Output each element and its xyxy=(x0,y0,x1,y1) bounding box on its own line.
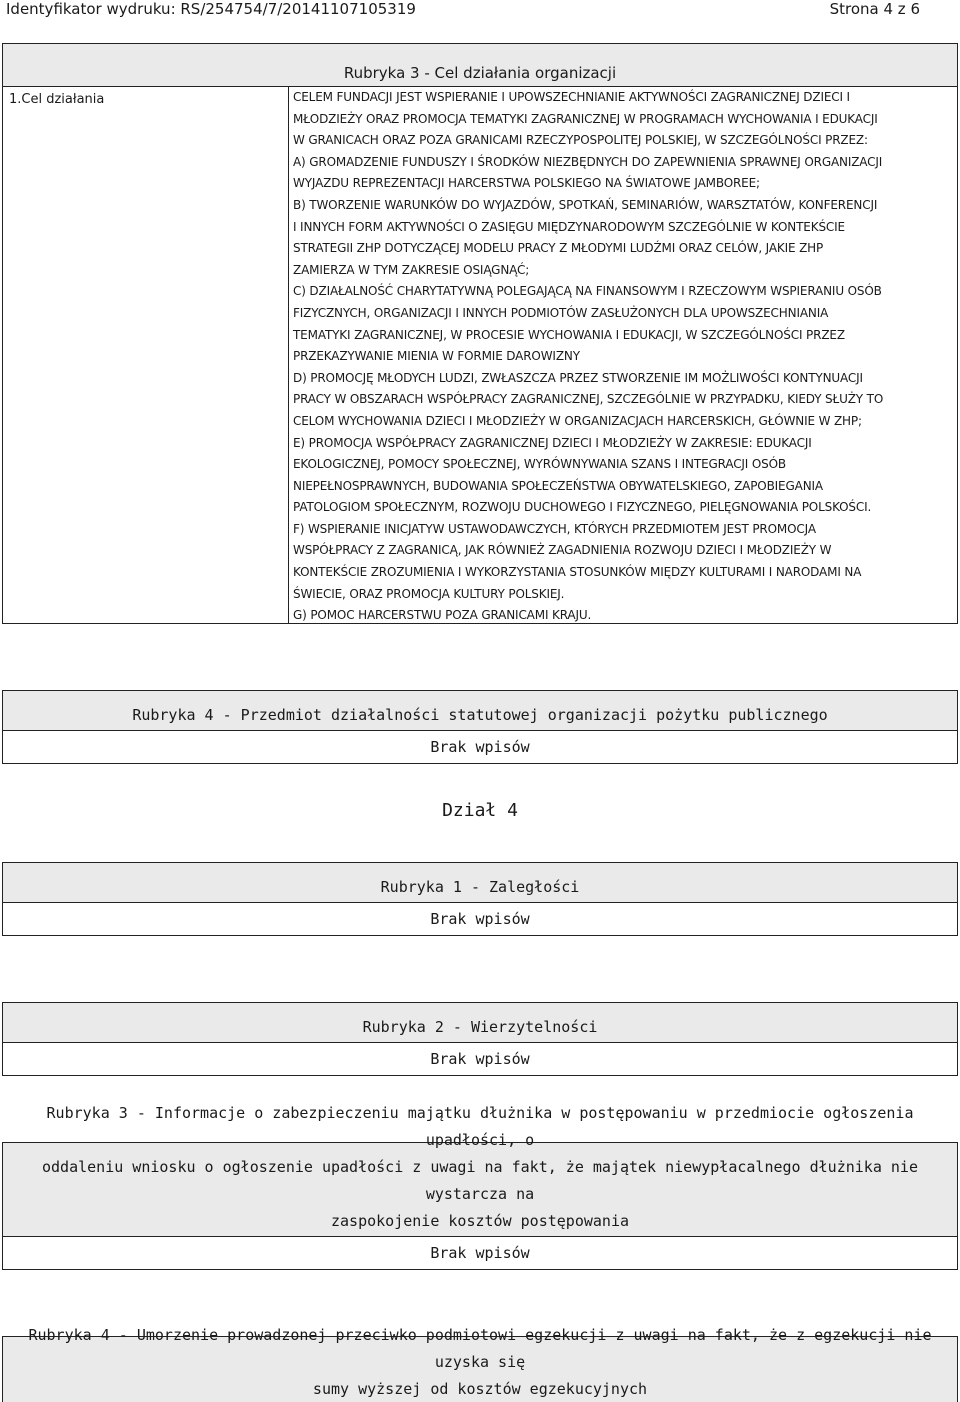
section-przedmiot-dzialalnosci xyxy=(2,690,958,764)
text-line: sumy wyższej od kosztów egzekucyjnych xyxy=(312,1380,648,1398)
text-line: PATOLOGIOM SPOŁECZNYM, ROZWOJU DUCHOWEGO I FIZYCZNEGO, PIELĘGNOWANIA POLSKOŚCI. xyxy=(293,500,872,515)
section-title xyxy=(3,863,957,903)
text-line: KONTEKŚCIE ZROZUMIENIA I WYKORZYSTANIA STOSUNKÓW MIĘDZY KULTURAMI I NARODAMI NA xyxy=(293,565,862,580)
section-title xyxy=(3,1003,957,1043)
text-line: oddaleniu wniosku o ogłoszenie upadłości z uwagi na fakt, że majątek niewypłacalnego dłużnika nie wystarcza na xyxy=(42,1158,918,1203)
text-line: C) DZIAŁALNOŚĆ CHARYTATYWNĄ POLEGAJĄCĄ NA FINANSOWYM I RZECZOWYM WSPIERANIU OSÓB xyxy=(293,284,882,299)
print-identifier: Identyfikator wydruku: RS/254754/7/20141107105319 xyxy=(6,0,416,18)
text-line: FIZYCZNYCH, ORGANIZACJI I INNYCH PODMIOTÓW ZASŁUŻONYCH DLA UPOWSZECHNIANIA xyxy=(293,305,829,320)
text-line: E) PROMOCJA WSPÓŁPRACY ZAGRANICZNEJ DZIECI I MŁODZIEŻY W ZAKRESIE: EDUKACJI xyxy=(293,435,812,450)
section-title: Rubryka 3 - Cel działania organizacji xyxy=(3,44,957,87)
empty-entries: Brak wpisów xyxy=(430,1244,530,1262)
text-line: EKOLOGICZNEJ, POMOCY SPOŁECZNEJ, WYRÓWNYWANIA SZANS I INTEGRACJI OSÓB xyxy=(293,457,787,472)
text-line: G) POMOC HARCERSTWU POZA GRANICAMI KRAJU. xyxy=(293,608,592,623)
section-zaleglosci xyxy=(2,862,958,936)
section-umorzenie xyxy=(2,1326,958,1402)
section-cel-dzialania xyxy=(2,43,958,624)
text-line: STRATEGII ZHP DOTYCZĄCEJ MODELU PRACY Z MŁODYMI LUDŹMI ORAZ CELÓW, JAKIE ZHP xyxy=(293,241,824,256)
text-line: zaspokojenie kosztów postępowania xyxy=(330,1212,629,1230)
section-zabezpieczenie xyxy=(2,1104,958,1270)
empty-entries: Brak wpisów xyxy=(430,910,530,928)
text-line: A) GROMADZENIE FUNDUSZY I ŚRODKÓW NIEZBĘDNYCH DO ZAPEWNIENIA SPRAWNEJ ORGANIZACJI xyxy=(293,154,883,169)
text-line: Rubryka 3 - Informacje o zabezpieczeniu majątku dłużnika w postępowaniu w przedmiocie ogłoszenia upadłości, o xyxy=(46,1104,914,1149)
page-number: Strona 4 z 6 xyxy=(829,0,920,18)
text-line: CELOM WYCHOWANIA DZIECI I MŁODZIEŻY W ORGANIZACJACH HARCERSKICH, GŁÓWNIE W ZHP; xyxy=(293,413,862,428)
section-title xyxy=(3,691,957,731)
section-title-text: Rubryka 4 - Przedmiot działalności statutowej organizacji pożytku publicznego xyxy=(132,706,828,724)
field-value xyxy=(293,87,957,627)
text-line: D) PROMOCJĘ MŁODYCH LUDZI, ZWŁASZCZA PRZEZ STWORZENIE IM MOŻLIWOŚCI KONTYNUACJI xyxy=(293,370,863,385)
text-line: ZAMIERZA W TYM ZAKRESIE OSIĄGNĄĆ; xyxy=(293,262,530,277)
dzial-heading: Dział 4 xyxy=(442,800,518,821)
empty-entries: Brak wpisów xyxy=(430,1050,530,1068)
text-line: Rubryka 4 - Umorzenie prowadzonej przeciwko podmiotowi egzekucji z uwagi na fakt, że z egzekucji nie uzyska się xyxy=(28,1326,932,1371)
section-title-text: Rubryka 2 - Wierzytelności xyxy=(362,1018,598,1036)
section-title-text: Rubryka 1 - Zaległości xyxy=(380,878,580,896)
text-line: PRACY W OBSZARACH WSPÓŁPRACY ZAGRANICZNEJ, SZCZEGÓLNIE W PRZYPADKU, KIEDY SŁUŻY TO xyxy=(293,392,884,407)
section-title xyxy=(3,1104,957,1237)
text-line: W GRANICACH ORAZ POZA GRANICAMI RZECZYPOSPOLITEJ POLSKIEJ, W SZCZEGÓLNOŚCI PRZEZ: xyxy=(293,133,868,148)
text-line: WYJAZDU REPREZENTACJI HARCERSTWA POLSKIEGO NA ŚWIATOWE JAMBOREE; xyxy=(293,176,760,191)
text-line: CELEM FUNDACJI JEST WSPIERANIE I UPOWSZECHNIANIE AKTYWNOŚCI ZAGRANICZNEJ DZIECI I xyxy=(293,90,850,104)
empty-entries: Brak wpisów xyxy=(430,738,530,756)
section-title xyxy=(3,1326,957,1402)
column-divider xyxy=(288,87,289,623)
text-line: I INNYCH FORM AKTYWNOŚCI O ZASIĘGU MIĘDZYNARODOWYM SZCZEGÓLNIE W KONTEKŚCIE xyxy=(293,219,845,234)
text-line: B) TWORZENIE WARUNKÓW DO WYJAZDÓW, SPOTKAŃ, SEMINARIÓW, WARSZTATÓW, KONFERENCJI xyxy=(293,197,878,212)
text-line: PRZEKAZYWANIE MIENIA W FORMIE DAROWIZNY xyxy=(293,349,580,364)
text-line: NIEPEŁNOSPRAWNYCH, BUDOWANIA SPOŁECZEŃSTWA OBYWATELSKIEGO, ZAPOBIEGANIA xyxy=(293,478,823,493)
text-line: ŚWIECIE, ORAZ PROMOCJA KULTURY POLSKIEJ. xyxy=(293,586,565,601)
text-line: WSPÓŁPRACY Z ZAGRANICĄ, JAK RÓWNIEŻ ZAGADNIENIA ROZWOJU DZIECI I MŁODZIEŻY W xyxy=(293,543,832,558)
text-line: TEMATYKI ZAGRANICZNEJ, W PROCESIE WYCHOWANIA I EDUKACJI, W SZCZEGÓLNOŚCI PRZEZ xyxy=(293,327,845,342)
field-label: 1.Cel działania xyxy=(9,92,105,107)
section-wierzytelnosci xyxy=(2,1002,958,1076)
text-line: MŁODZIEŻY ORAZ PROMOCJA TEMATYKI ZAGRANICZNEJ W PROGRAMACH WYCHOWANIA I EDUKACJI xyxy=(293,111,878,126)
text-line: F) WSPIERANIE INICJATYW USTAWODAWCZYCH, KTÓRYCH PRZEDMIOTEM JEST PROMOCJA xyxy=(293,521,816,536)
